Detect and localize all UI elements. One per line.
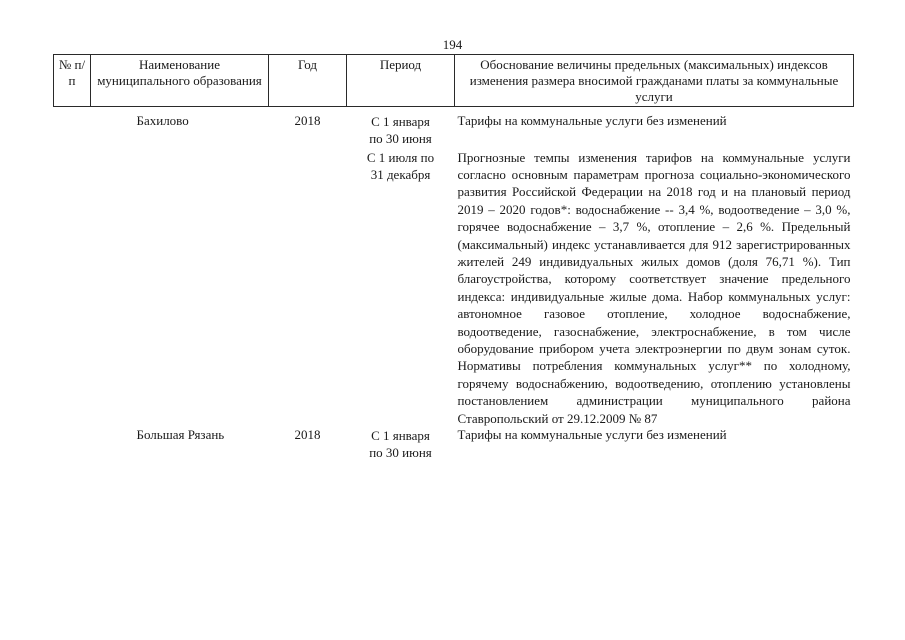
row-number-cell [54,113,91,147]
table-row [54,147,854,428]
year-cell [269,147,347,428]
table-row [54,427,854,461]
period-line: 31 декабря [370,166,431,182]
tariff-table [53,54,854,461]
year-cell: 2018 [294,427,321,442]
municipality-name: Большая Рязань [136,427,225,442]
header-justification: Обоснование величины предельных (максимальных) индексов изменения размера вносимой гражданами платы за коммунальные услуги [455,55,854,107]
period-cell [347,147,455,428]
year-cell: 2018 [294,112,321,128]
municipality-name [91,147,269,428]
period-cell [347,113,455,147]
justification-cell: Тарифы на коммунальные услуги без изменений [457,112,727,128]
header-year: Год [269,55,347,107]
period-line: С 1 января [371,428,430,443]
row-number-cell [54,427,91,461]
page-number: 194 [442,37,463,52]
table-header [54,55,854,107]
header-number: № п/п [54,55,91,107]
justification-cell: Прогнозные темпы изменения тарифов на коммунальные услуги согласно основным параметрам прогноза социально-экономического развития Российской Федерации на 2018 год и на плановый период 2019 – 2020 годов*: водоснабжение -- 3,4 %, водоотведение – 3,0 %, горячее водоснабжение – 3,7 %, отопление – 2,6 %. Предельный (максимальный) индекс устанавливается для 912 зарегистрированных жителей 249 индивидуальных жилых домов (доля 76,71 %). Тип благоустройства, которому соответствует значение предельного индекса: индивидуальные жилые дома. Набор коммунальных услуг: автономное газовое отопление, холодное водоснабжение, водоотведение, газоснабжение, электроснабжение, в том числе оборудование прибором учета электроэнергии по двум зонам суток. Нормативы потребления коммунальных услуг** по холодному, горячему водоснабжению, водоотведению, отоплению установлены постановлением администрации муниципального района Ставропольский от 29.12.2009 № 87 [457,149,851,426]
period-line: С 1 января [371,113,430,129]
period-line: С 1 июля по [366,149,435,165]
period-cell [347,427,455,461]
header-municipality: Наименование муниципального образования [91,55,269,107]
row-number-cell [54,147,91,428]
justification-cell: Тарифы на коммунальные услуги без изменений [457,427,727,442]
period-line: по 30 июня [369,130,432,146]
period-line: по 30 июня [369,445,432,460]
municipality-name: Бахилово [136,112,189,128]
table-row [54,113,854,147]
header-period: Период [347,55,455,107]
